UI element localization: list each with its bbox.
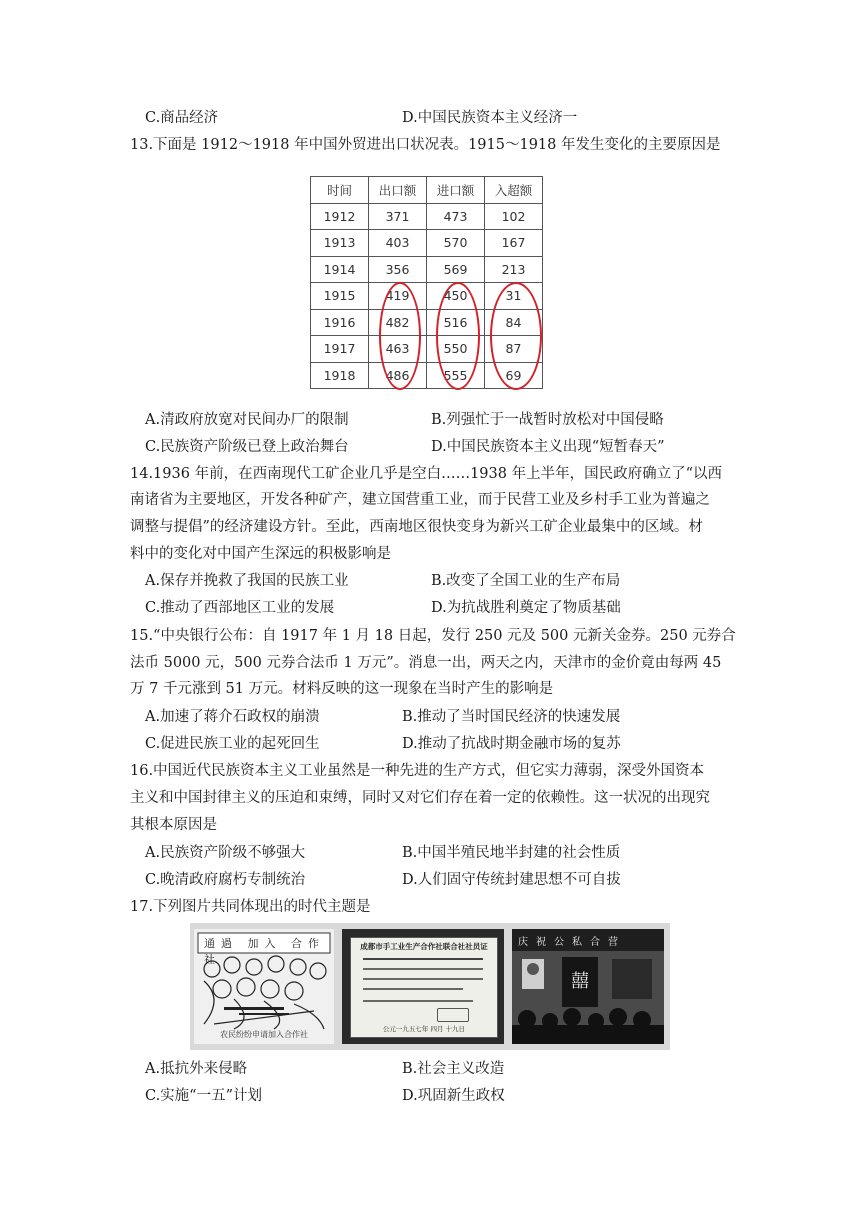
table-header: 进口额 xyxy=(427,177,485,204)
q14-option-b: B.改变了全国工业的生产布局 xyxy=(431,573,621,589)
celebration-photo xyxy=(512,929,664,1044)
q16-option-a: A.民族资产阶级不够强大 xyxy=(145,845,306,861)
q13-option-b: B.列强忙于一战暂时放松对中国侵略 xyxy=(431,412,664,428)
table-cell: 1913 xyxy=(311,230,369,257)
q16-line-1: 16.中国近代民族资本主义工业虽然是一种先进的生产方式，但它实力薄弱，深受外国资本 xyxy=(130,763,705,779)
q14-line-2: 南诸省为主要地区，开发各种矿产，建立国营重工业，而于民营工业及乡村手工业为普遍之 xyxy=(130,492,710,508)
table-cell: 1915 xyxy=(311,283,369,310)
q16-line-3: 其根本原因是 xyxy=(130,817,217,833)
q14-line-4: 料中的变化对中国产生深远的积极影响是 xyxy=(130,546,391,562)
q13-stem: 13.下面是 1912～1918 年中国外贸进出口状况表。1915～1918 年发生变化的主要原因是 xyxy=(130,137,721,153)
q14-option-c: C.推动了西部地区工业的发展 xyxy=(145,600,335,616)
table-cell: 31 xyxy=(485,283,543,310)
q13-option-d: D.中国民族资本主义出现“短暂春天” xyxy=(431,439,665,455)
table-cell: 1914 xyxy=(311,256,369,283)
table-cell: 550 xyxy=(427,336,485,363)
table-cell: 102 xyxy=(485,203,543,230)
table-header: 入超额 xyxy=(485,177,543,204)
table-cell: 213 xyxy=(485,256,543,283)
q12-option-c: C.商品经济 xyxy=(145,110,219,126)
table-cell: 516 xyxy=(427,309,485,336)
table-cell: 419 xyxy=(369,283,427,310)
table-cell: 356 xyxy=(369,256,427,283)
svg-text:囍: 囍 xyxy=(571,971,589,992)
certificate-picture xyxy=(342,929,504,1044)
q13-option-a: A.清政府放宽对民间办厂的限制 xyxy=(145,412,349,428)
table-cell: 570 xyxy=(427,230,485,257)
table-header: 出口额 xyxy=(369,177,427,204)
table-cell: 473 xyxy=(427,203,485,230)
q15-option-c: C.促进民族工业的起死回生 xyxy=(145,736,320,752)
table-cell: 463 xyxy=(369,336,427,363)
celebration-banner-text: 庆祝公私合营 xyxy=(518,937,626,948)
q17-option-a: A.抵抗外来侵略 xyxy=(145,1061,248,1077)
q15-option-b: B.推动了当时国民经济的快速发展 xyxy=(402,709,621,725)
q17-option-b: B.社会主义改造 xyxy=(402,1061,505,1077)
q17-option-c: C.实施“一五”计划 xyxy=(145,1088,263,1104)
certificate-sheet xyxy=(350,937,498,1038)
table-row xyxy=(311,230,543,257)
q15-line-2: 法币 5000 元，500 元券合法币 1 万元”。消息一出，两天之内，天津市的金价竟由每两 45 xyxy=(130,655,722,671)
q15-line-1: 15.“中央银行公布：自 1917 年 1 月 18 日起，发行 250 元及 500 元新关金券。250 元券合 xyxy=(130,628,736,644)
table-cell: 1917 xyxy=(311,336,369,363)
table-cell: 403 xyxy=(369,230,427,257)
table-cell: 69 xyxy=(485,362,543,389)
certificate-title: 成都市手工业生产合作社联合社社员证 xyxy=(360,942,488,951)
woodcut-caption: 农民纷纷申请加入合作社 xyxy=(220,1030,308,1039)
table-cell: 1918 xyxy=(311,362,369,389)
table-cell: 371 xyxy=(369,203,427,230)
table-cell: 1912 xyxy=(311,203,369,230)
q16-option-b: B.中国半殖民地半封建的社会性质 xyxy=(402,845,621,861)
table-cell: 482 xyxy=(369,309,427,336)
table-cell: 167 xyxy=(485,230,543,257)
woodcut-banner-text: 通過 加入 合作社 xyxy=(204,937,325,966)
q15-line-3: 万 7 千元涨到 51 万元。材料反映的这一现象在当时产生的影响是 xyxy=(130,681,554,697)
highlight-ellipse-deficit xyxy=(490,282,542,390)
table-row xyxy=(311,203,543,230)
q16-option-d: D.人们固守传统封建思想不可自拔 xyxy=(402,872,621,888)
q15-option-a: A.加速了蒋介石政权的崩溃 xyxy=(145,709,320,725)
q16-option-c: C.晚清政府腐朽专制统治 xyxy=(145,872,306,888)
table-row xyxy=(311,256,543,283)
table-header-row xyxy=(311,177,543,204)
table-cell: 87 xyxy=(485,336,543,363)
q17-stem: 17.下列图片共同体现出的时代主题是 xyxy=(130,899,371,915)
table-cell: 1916 xyxy=(311,309,369,336)
table-cell: 450 xyxy=(427,283,485,310)
highlight-ellipse-export xyxy=(379,282,421,390)
table-cell: 486 xyxy=(369,362,427,389)
table-cell: 569 xyxy=(427,256,485,283)
q14-line-1: 14.1936 年前，在西南现代工矿企业几乎是空白……1938 年上半年，国民政府确立了“以西 xyxy=(130,466,722,482)
q15-option-d: D.推动了抗战时期金融市场的复苏 xyxy=(402,736,621,752)
q17-picture-strip xyxy=(190,923,670,1050)
table-header: 时间 xyxy=(311,177,369,204)
woodcut-picture xyxy=(194,929,334,1044)
q12-option-d: D.中国民族资本主义经济一 xyxy=(402,110,578,126)
table-cell: 84 xyxy=(485,309,543,336)
certificate-date: 公元一九五七年 四月 十九日 xyxy=(382,1025,466,1033)
q14-option-a: A.保存并挽救了我国的民族工业 xyxy=(145,573,349,589)
q14-line-3: 调整与提倡”的经济建设方针。至此，西南地区很快变身为新兴工矿企业最集中的区域。材 xyxy=(130,519,703,535)
q13-option-c: C.民族资产阶级已登上政治舞台 xyxy=(145,439,349,455)
q14-option-d: D.为抗战胜利奠定了物质基础 xyxy=(431,600,621,616)
highlight-ellipse-import xyxy=(436,282,480,390)
table-cell: 555 xyxy=(427,362,485,389)
trade-table-figure xyxy=(310,176,546,388)
q16-line-2: 主义和中国封律主义的压迫和束缚，同时又对它们存在着一定的依赖性。这一状况的出现究 xyxy=(130,790,710,806)
q17-option-d: D.巩固新生政权 xyxy=(402,1088,505,1104)
